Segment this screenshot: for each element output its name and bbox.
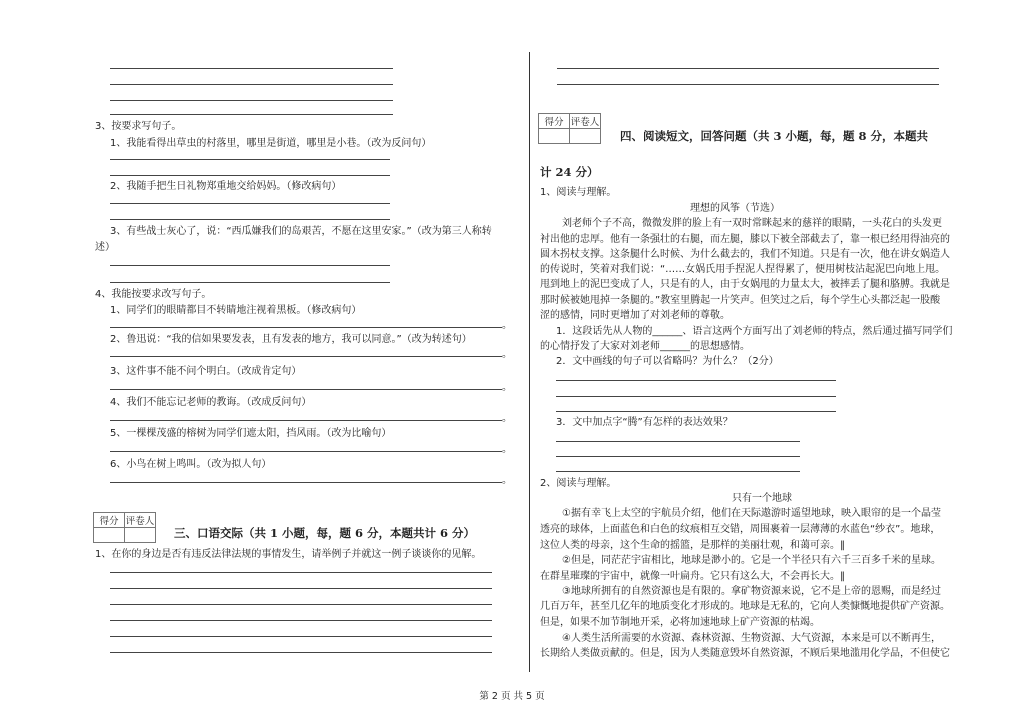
answer-line[interactable] — [557, 84, 939, 85]
reading-1-label: 1、阅读与理解。 — [540, 187, 617, 198]
reading-2-paragraph-line: 长期给人类做贡献的。但是，因为人类随意毁坏自然资源，不顾后果地滥用化学品，不但使它 — [540, 648, 950, 659]
reading-2-label: 2、阅读与理解。 — [540, 478, 617, 489]
answer-line[interactable] — [556, 456, 800, 457]
q4-sentence-5: 5、一棵棵茂盛的榕树为同学们遮太阳，挡风雨。（改为比喻句） — [110, 428, 392, 439]
period-mark: 。 — [502, 349, 512, 360]
answer-line[interactable] — [110, 420, 502, 421]
answer-line[interactable] — [556, 380, 836, 381]
reviewer-label: 评卷人 — [570, 114, 601, 129]
answer-line[interactable] — [110, 636, 492, 637]
score-label: 得分 — [94, 513, 125, 528]
answer-line[interactable] — [110, 389, 502, 390]
reading-2-paragraph-line: 透亮的球体，上面蓝色和白色的纹痕相互交错，周围裹着一层薄薄的水蓝色“纱衣”。地球， — [540, 524, 941, 535]
answer-line[interactable] — [110, 68, 393, 69]
q4-sentence-2: 2、鲁迅说：“我的信如果要发表，且有发表的地方，我可以同意。”（改为转述句） — [110, 334, 472, 345]
score-cell[interactable] — [94, 528, 125, 543]
q4-title: 4、我能按要求改写句子。 — [95, 289, 212, 300]
answer-line[interactable] — [110, 451, 502, 452]
reading-2-paragraph-line: 但是，如果不加节制地开采，必将加速地球上矿产资源的枯竭。 — [540, 617, 820, 628]
reading-1-paragraph-line: 甩到地上的泥巴变成了人，只是有的人，由于女娲甩的力量太大，被摔丢了腿和胳膊。我就是 — [540, 279, 950, 290]
reading-2-paragraph-line: ②但是，同茫茫宇宙相比，地球是渺小的。它是一个半径只有六千三百多千米的星球。 — [562, 555, 941, 566]
answer-line[interactable] — [110, 265, 390, 266]
reading-1-question-2: 2．文中画线的句子可以省略吗？为什么？（2分） — [556, 356, 779, 367]
period-mark: 。 — [502, 413, 512, 424]
answer-line[interactable] — [110, 356, 502, 357]
answer-line[interactable] — [110, 203, 390, 204]
answer-line[interactable] — [110, 84, 393, 85]
answer-line[interactable] — [110, 159, 390, 160]
answer-line[interactable] — [110, 572, 492, 573]
q3-sentence-2: 2、我随手把生日礼物郑重地交给妈妈。（修改病句） — [110, 181, 342, 192]
answer-line[interactable] — [110, 219, 390, 220]
q4-sentence-4: 4、我们不能忘记老师的教诲。（改成反问句） — [110, 397, 312, 408]
period-mark: 。 — [502, 382, 512, 393]
answer-line[interactable] — [110, 114, 393, 115]
q4-sentence-6: 6、小鸟在树上鸣叫。（改为拟人句） — [110, 459, 272, 470]
reading-2-paragraph-line: ③地球所拥有的自然资源也是有限的。拿矿物资源来说，它不是上帝的恩赐，而是经过 — [562, 586, 941, 597]
reading-1-paragraph-line: 刘老师个子不高，微微发胖的脸上有一双时常眯起来的慈祥的眼睛，一头花白的头发更 — [562, 218, 942, 229]
q3-sentence-3-cont: 述） — [95, 242, 115, 253]
q4-sentence-1: 1、同学们的眼睛都目不转睛地注视着黑板。（修改病句） — [110, 305, 362, 316]
answer-line[interactable] — [110, 482, 502, 483]
column-divider — [529, 52, 530, 672]
answer-line[interactable] — [556, 396, 836, 397]
answer-line[interactable] — [557, 68, 939, 69]
answer-line[interactable] — [110, 175, 390, 176]
score-box-section-4 — [538, 113, 601, 144]
reading-2-paragraph-line: 几百万年，甚至几亿年的地质变化才形成的。地球是无私的，它向人类慷慨地提供矿产资源。 — [540, 601, 950, 612]
reviewer-cell[interactable] — [570, 129, 601, 144]
reading-1-question-1: 1．这段话先从人物的______、语言这两个方面写出了刘老师的特点，然后通过描写同学们 — [556, 326, 953, 337]
reviewer-cell[interactable] — [125, 528, 156, 543]
answer-line[interactable] — [110, 620, 492, 621]
reading-1-paragraph-line: 那时候被她甩掉一条腿的。”教室里腾起一片笑声。但笑过之后，每个学生心头都泛起一股酸 — [540, 295, 941, 306]
section-3-title: 三、口语交际（共 1 小题，每，题 6 分，本题共计 6 分） — [174, 526, 476, 540]
answer-line[interactable] — [110, 588, 492, 589]
reading-1-paragraph-line: 涩的感情，同时更增加了对刘老师的尊敬。 — [540, 310, 730, 321]
answer-line[interactable] — [110, 327, 502, 328]
answer-line[interactable] — [110, 652, 492, 653]
reading-1-paragraph-line: 衬出他的忠厚。他有一条强壮的右腿，而左腿，膝以下被全部截去了，靠一根已经用得油亮的 — [540, 234, 950, 245]
q3-sentence-1: 1、我能看得出草虫的村落里，哪里是街道，哪里是小巷。（改为反问句） — [110, 138, 432, 149]
period-mark: 。 — [502, 444, 512, 455]
answer-line[interactable] — [556, 411, 836, 412]
reading-2-title: 只有一个地球 — [732, 493, 792, 504]
reading-1-paragraph-line: 圆木拐杖支撑。这条腿什么时候、为什么截去的，我们不知道。只是有一次，他在讲女娲造人 — [540, 249, 950, 260]
period-mark: 。 — [502, 475, 512, 486]
reading-2-paragraph-line: 这位人类的母亲，这个生命的摇篮，是那样的美丽壮观，和蔼可亲。‖ — [540, 540, 845, 551]
reading-1-paragraph-line: 的传说时，笑着对我们说：“……女娲氏用手捏泥人捏得累了，便用树枝沾起泥巴向地上甩。 — [540, 264, 946, 275]
reading-2-paragraph-line: ④人类生活所需要的水资源、森林资源、生物资源、大气资源，本来是可以不断再生， — [562, 633, 941, 644]
answer-line[interactable] — [110, 100, 393, 101]
answer-line[interactable] — [110, 604, 492, 605]
answer-line[interactable] — [110, 282, 390, 283]
answer-line[interactable] — [556, 441, 800, 442]
reading-1-question-1-cont: 的心情抒发了大家对刘老师______的思想感情。 — [540, 341, 750, 352]
reading-1-question-3: 3．文中加点字“腾”有怎样的表达效果？ — [556, 417, 733, 428]
section-4-title-cont: 计 24 分） — [540, 165, 599, 179]
score-cell[interactable] — [539, 129, 570, 144]
score-label: 得分 — [539, 114, 570, 129]
reviewer-label: 评卷人 — [125, 513, 156, 528]
answer-line[interactable] — [556, 471, 800, 472]
reading-2-paragraph-line: 在群星璀璨的宇宙中，就像一叶扁舟。它只有这么大，不会再长大。‖ — [540, 571, 845, 582]
q3-sentence-3: 3、有些战士灰心了，说：“西瓜嫌我们的岛艰苦，不愿在这里安家。”（改为第三人称转 — [110, 226, 492, 237]
section-4-title: 四、阅读短文，回答问题（共 3 小题，每，题 8 分，本题共 — [620, 129, 929, 143]
period-mark: 。 — [502, 320, 512, 331]
reading-2-paragraph-line: ①据有幸飞上太空的宇航员介绍，他们在天际遨游时遥望地球，映入眼帘的是一个晶莹 — [562, 508, 941, 519]
q3-title: 3、按要求写句子。 — [95, 121, 182, 132]
score-box-section-3 — [93, 512, 156, 543]
page-number: 第 2 页 共 5 页 — [479, 691, 545, 702]
section-3-question-1: 1、在你的身边是否有违反法律法规的事情发生，请举例子并就这一例子谈谈你的见解。 — [95, 549, 482, 560]
q4-sentence-3: 3、这件事不能不问个明白。（改成肯定句） — [110, 366, 302, 377]
reading-1-title: 理想的风筝（节选） — [690, 203, 780, 214]
